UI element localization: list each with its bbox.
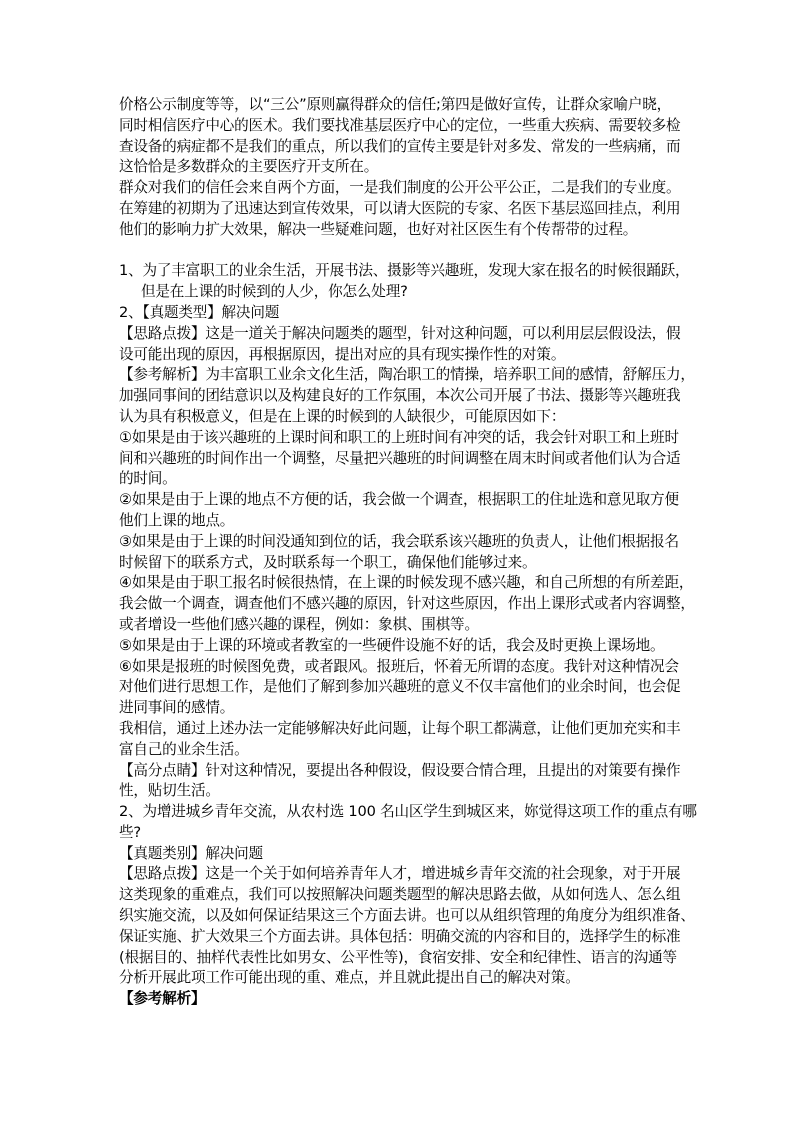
text-line: ③如果是由于上课的时间没通知到位的话，我会联系该兴趣班的负责人，让他们根据报名 bbox=[119, 532, 679, 550]
section-intro bbox=[119, 95, 699, 241]
text-line: 些? bbox=[119, 823, 141, 841]
text-line: 【参考解析】为丰富职工业余文化生活，陶冶职工的情操，培养职工间的感情，舒解压力， bbox=[119, 366, 695, 384]
text-line: 【思路点拨】这是一道关于解决问题类的题型，针对这种问题，可以利用层层假设法，假 bbox=[119, 324, 681, 342]
text-line: 间和兴趣班的时间作出一个调整，尽量把兴趣班的时间调整在周末时间或者他们认为合适 bbox=[119, 449, 681, 467]
text-line: 加强同事间的团结意识以及构建良好的工作氛围，本次公司开展了书法、摄影等兴趣班我 bbox=[119, 387, 681, 405]
text-line: 价格公示制度等等，以“三公”原则赢得群众的信任;第四是做好宣传，让群众家喻户晓， bbox=[119, 96, 672, 113]
text-line: ①如果是由于该兴趣班的上课时间和职工的上班时间有冲突的话，我会针对职工和上班时 bbox=[119, 428, 679, 446]
text-line: 分析开展此项工作可能出现的重、难点，并且就此提出自己的解决对策。 bbox=[119, 969, 580, 987]
text-line: 他们上课的地点。 bbox=[119, 511, 235, 529]
text-line: ⑤如果是由于上课的环境或者教室的一些硬件设施不好的话，我会及时更换上课场地。 bbox=[119, 636, 665, 654]
text-line: 他们的影响力扩大效果，解决一些疑难问题，也好对社区医生有个传帮带的过程。 bbox=[119, 220, 638, 238]
text-line: 时候留下的联系方式，及时联系每一个职工，确保他们能够过来。 bbox=[119, 553, 537, 571]
blank-line bbox=[119, 241, 699, 262]
text-line: (根据目的、抽样代表性比如男女、公平性等)，食宿安排、安全和纪律性、语言的沟通等 bbox=[119, 948, 677, 966]
text-line: 在筹建的初期为了迅速达到宣传效果，可以请大医院的专家、名医下基层巡回挂点，利用 bbox=[119, 199, 681, 217]
text-line: 我相信，通过上述办法一定能够解决好此问题，让每个职工都满意，让他们更加充实和丰 bbox=[119, 719, 681, 737]
section-questions bbox=[119, 261, 699, 1010]
text-line: 【思路点拨】这是一个关于如何培养青年人才，增进城乡青年交流的社会现象，对于开展 bbox=[119, 865, 681, 883]
text-line: 性，贴切生活。 bbox=[119, 782, 220, 800]
text-line: 对他们进行思想工作，是他们了解到参加兴趣班的意义不仅丰富他们的业余时间，也会促 bbox=[119, 678, 681, 696]
text-line: 群众对我们的信任会来自两个方面，一是我们制度的公开公平公正，二是我们的专业度。 bbox=[119, 179, 681, 197]
text-line: 【真题类别】解决问题 bbox=[119, 844, 263, 862]
text-line: 保证实施、扩大效果三个方面去讲。具体包括：明确交流的内容和目的，选择学生的标准 bbox=[119, 927, 681, 945]
text-line: 【参考解析】 bbox=[119, 990, 206, 1008]
text-line: 但是在上课的时候到的人少，你怎么处理? bbox=[141, 283, 408, 301]
text-line: 设可能出现的原因，再根据原因，提出对应的具有现实操作性的对策。 bbox=[119, 345, 566, 363]
text-line: 这类现象的重难点，我们可以按照解决问题类题型的解决思路去做，从如何选人、怎么组 bbox=[119, 886, 681, 904]
text-line: 1、为了丰富职工的业余生活，开展书法、摄影等兴趣班，发现大家在报名的时候很踊跃， bbox=[119, 262, 690, 280]
text-line: 这恰恰是多数群众的主要医疗开支所在。 bbox=[119, 158, 379, 176]
text-line: ④如果是由于职工报名时候很热情，在上课的时候发现不感兴趣，和自己所想的有所差距， bbox=[119, 574, 694, 592]
text-line: 2、【真题类型】解决问题 bbox=[119, 303, 280, 321]
text-line: 同时相信医疗中心的医术。我们要找准基层医疗中心的定位，一些重大疾病、需要较多检 bbox=[119, 116, 681, 134]
text-line: 的时间。 bbox=[119, 470, 177, 488]
document-page bbox=[119, 95, 699, 1010]
text-line: 富自己的业余生活。 bbox=[119, 740, 249, 758]
text-line: 我会做一个调查，调查他们不感兴趣的原因，针对这些原因，作出上课形式或者内容调整， bbox=[119, 595, 695, 613]
text-line: 查设备的病症都不是我们的重点，所以我们的宣传主要是针对多发、常发的一些病痛，而 bbox=[119, 137, 681, 155]
text-line: 2、为增进城乡青年交流，从农村选 100 名山区学生到城区来，妳觉得这项工作的重点有哪 bbox=[119, 803, 697, 821]
text-line: ②如果是由于上课的地点不方便的话，我会做一个调查，根据职工的住址选和意见取方便 bbox=[119, 491, 679, 509]
text-line: 认为具有积极意义，但是在上课的时候到的人缺很少，可能原因如下： bbox=[119, 407, 566, 425]
text-line: ⑥如果是报班的时候图免费，或者跟风。报班后，怀着无所谓的态度。我针对这种情况会 bbox=[119, 657, 679, 675]
text-line: 或者增设一些他们感兴趣的课程，例如：象棋、围棋等。 bbox=[119, 615, 479, 633]
text-line: 织实施交流，以及如何保证结果这三个方面去讲。也可以从组织管理的角度分为组织准备、 bbox=[119, 907, 695, 925]
text-line: 进同事间的感情。 bbox=[119, 699, 235, 717]
text-line: 【高分点睛】针对这种情况，要提出各种假设，假设要合情合理，且提出的对策要有操作 bbox=[119, 761, 681, 779]
